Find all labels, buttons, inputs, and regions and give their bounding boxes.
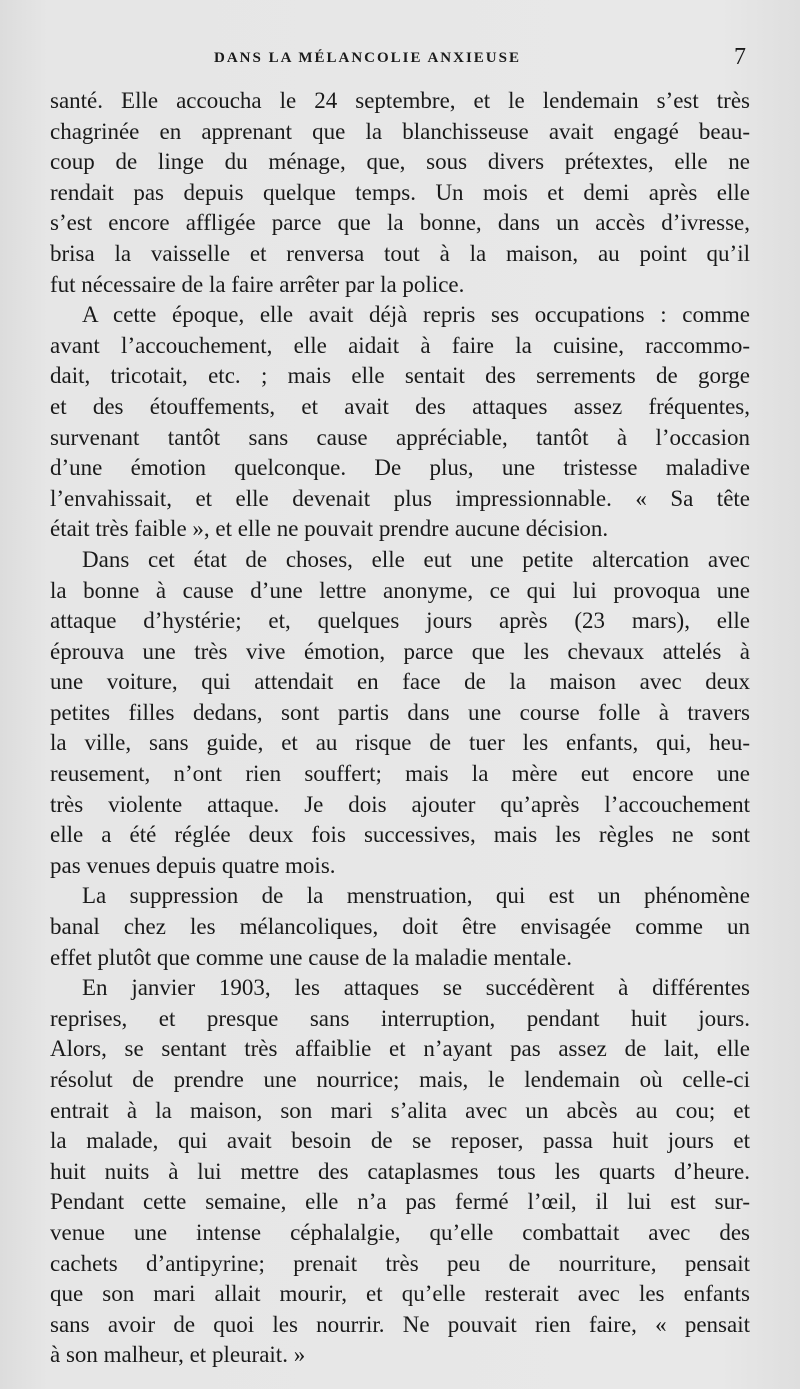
text-line: banal chez les mélancoliques, doit être envisagée comme un bbox=[50, 914, 750, 940]
text-line: éprouva une très vive émotion, parce que les chevaux attelés à bbox=[50, 638, 750, 664]
text-line: et des étouffements, et avait des attaques assez fréquentes, bbox=[50, 393, 750, 419]
text-line: elle a été réglée deux fois successives, mais les règles ne sont bbox=[50, 822, 750, 848]
text-line: Alors, se sentant très affaiblie et n’ayant pas assez de lait, elle bbox=[50, 1036, 750, 1062]
text-line: pas venues depuis quatre mois. bbox=[50, 852, 336, 878]
text-line: chagrinée en apprenant que la blanchisseuse avait engagé beau- bbox=[50, 118, 750, 144]
text-line: huit nuits à lui mettre des cataplasmes tous les quarts d’heure. bbox=[50, 1158, 750, 1184]
text-line: reusement, n’ont rien souffert; mais la mère eut encore une bbox=[50, 761, 750, 787]
text-line: une voiture, qui attendait en face de la maison avec deux bbox=[50, 669, 750, 695]
text-line: était très faible », et elle ne pouvait prendre aucune décision. bbox=[50, 516, 609, 542]
text-line: sans avoir de quoi les nourrir. Ne pouvait rien faire, « pensait bbox=[50, 1311, 750, 1337]
text-line: s’est encore affligée parce que la bonne, dans un accès d’ivresse, bbox=[50, 210, 750, 236]
text-line: santé. Elle accoucha le 24 septembre, et le lendemain s’est très bbox=[50, 88, 750, 113]
text-line: l’envahissait, et elle devenait plus impressionnable. « Sa tête bbox=[50, 485, 750, 511]
text-line: très violente attaque. Je dois ajouter qu’après l’accouchement bbox=[50, 791, 750, 817]
text-line: d’une émotion quelconque. De plus, une tristesse maladive bbox=[50, 455, 750, 481]
text-line: rendait pas depuis quelque temps. Un mois et demi après elle bbox=[50, 179, 750, 205]
text-line: que son mari allait mourir, et qu’elle resterait avec les enfants bbox=[50, 1281, 750, 1307]
text-line: La suppression de la menstruation, qui est un phénomène bbox=[82, 883, 750, 909]
text-line: petites filles dedans, sont partis dans une course folle à travers bbox=[50, 699, 750, 725]
text-line: survenant tantôt sans cause appréciable, tantôt à l’occasion bbox=[50, 424, 750, 450]
text-line: Dans cet état de choses, elle eut une petite altercation avec bbox=[82, 546, 750, 572]
text-line: venue une intense céphalalgie, qu’elle combattait avec des bbox=[50, 1219, 750, 1245]
text-line: la ville, sans guide, et au risque de tuer les enfants, qui, heu- bbox=[50, 730, 750, 756]
text-line: la malade, qui avait besoin de se reposer, passa huit jours et bbox=[50, 1128, 750, 1154]
text-line: reprises, et presque sans interruption, pendant huit jours. bbox=[50, 1005, 750, 1031]
text-line: résolut de prendre une nourrice; mais, le lendemain où celle-ci bbox=[50, 1067, 750, 1092]
page-number: 7 bbox=[734, 44, 746, 70]
page-header bbox=[50, 44, 750, 74]
text-line: à son malheur, et pleurait. » bbox=[50, 1342, 306, 1368]
text-line: dait, tricotait, etc. ; mais elle sentait des serrements de gorge bbox=[50, 363, 750, 389]
text-line: En janvier 1903, les attaques se succédèrent à différentes bbox=[82, 975, 750, 1001]
text-line: brisa la vaisselle et renversa tout à la maison, au point qu’il bbox=[50, 240, 750, 266]
running-head: DANS LA MÉLANCOLIE ANXIEUSE bbox=[214, 50, 521, 66]
body-text bbox=[50, 86, 750, 1371]
text-line: entrait à la maison, son mari s’alita avec un abcès au cou; et bbox=[50, 1097, 750, 1123]
text-line: la bonne à cause d’une lettre anonyme, ce qui lui provoqua une bbox=[50, 577, 750, 603]
text-line: cachets d’antipyrine; prenait très peu de nourriture, pensait bbox=[50, 1250, 750, 1276]
text-line: fut nécessaire de la faire arrêter par la police. bbox=[50, 271, 465, 297]
text-line: effet plutôt que comme une cause de la maladie mentale. bbox=[50, 944, 572, 970]
text-line: A cette époque, elle avait déjà repris ses occupations : comme bbox=[82, 302, 750, 328]
text-line: attaque d’hystérie; et, quelques jours après (23 mars), elle bbox=[50, 608, 750, 634]
text-line: avant l’accouchement, elle aidait à faire la cuisine, raccommo- bbox=[50, 332, 750, 358]
text-line: Pendant cette semaine, elle n’a pas fermé l’œil, il lui est sur- bbox=[50, 1189, 750, 1215]
text-line: coup de linge du ménage, que, sous divers prétextes, elle ne bbox=[50, 149, 750, 175]
